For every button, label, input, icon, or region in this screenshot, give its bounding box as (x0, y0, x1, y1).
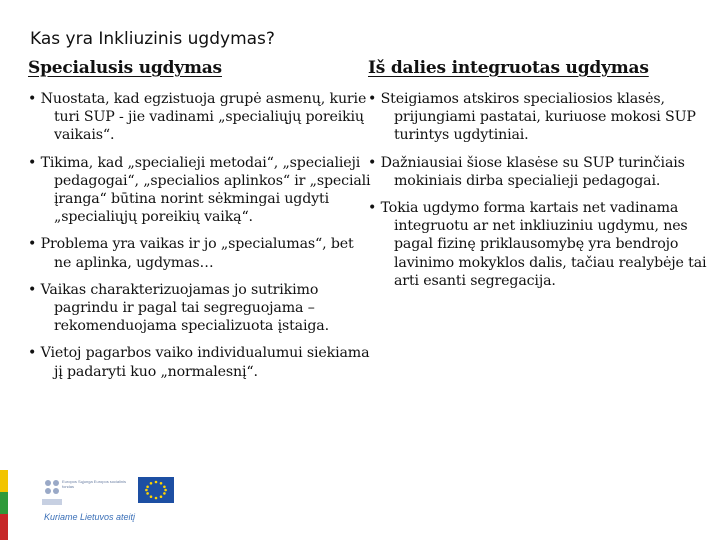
page-title: Kas yra Inkliuzinis ugdymas? (30, 29, 275, 49)
special-education-column (28, 58, 373, 390)
special-education-heading: Specialusis ugdymas (28, 58, 222, 78)
list-item: • Steigiamos atskiros specialiosios klasės, prijungiami pastatai, kuriuose mokosi SUP turintys ugdytiniai. (368, 90, 713, 145)
list-item: • Dažniausiai šiose klasėse su SUP turinčiais mokiniais dirba specialieji pedagogai. (368, 154, 713, 190)
special-education-list (28, 90, 373, 381)
partial-integration-list (368, 90, 713, 290)
list-item: • Tokia ugdymo forma kartais net vadinama integruotu ar net inkliuziniu ugdymu, nes pagal fizinę priklausomybę yra bendrojo lavinimo mokyklos dalis, tačiau realybėje tai arti esanti segregacija. (368, 199, 713, 290)
slogan: Kuriame Lietuvos ateitį (44, 512, 136, 522)
list-item: • Tikima, kad „specialieji metodai“, „specialieji pedagogai“, „specialios aplinkos“ ir „speciali įranga“ būtina norint sėkmingai ugdyti „specialiųjų poreikių vaiką“. (28, 154, 373, 227)
list-item: • Vietoj pagarbos vaiko individualumui siekiama jį padaryti kuo „normalesnį“. (28, 344, 373, 380)
lithuanian-flag-stripe-yellow (0, 470, 8, 492)
footer-logos (38, 473, 174, 529)
lithuanian-flag-stripe-green (0, 492, 8, 514)
eu-flag-icon (138, 477, 174, 503)
partial-integration-column (368, 58, 713, 299)
list-item: • Nuostata, kad egzistuoja grupė asmenų, kurie turi SUP - jie vadinami „specialiųjų poreikių vaikais“. (28, 90, 373, 145)
list-item: • Problema yra vaikas ir jo „specialumas“, bet ne aplinka, ugdymas… (28, 235, 373, 271)
partial-integration-heading: Iš dalies integruotas ugdymas (368, 58, 649, 78)
lithuanian-flag-stripe-red (0, 514, 8, 540)
list-item: • Vaikas charakterizuojamas jo sutrikimo pagrindu ir pagal tai segreguojama – rekomenduojama specializuota įstaiga. (28, 281, 373, 336)
esf-logo (38, 473, 138, 511)
esf-logo-text: Europos Sąjunga Europos socialinis fondas (62, 479, 127, 489)
